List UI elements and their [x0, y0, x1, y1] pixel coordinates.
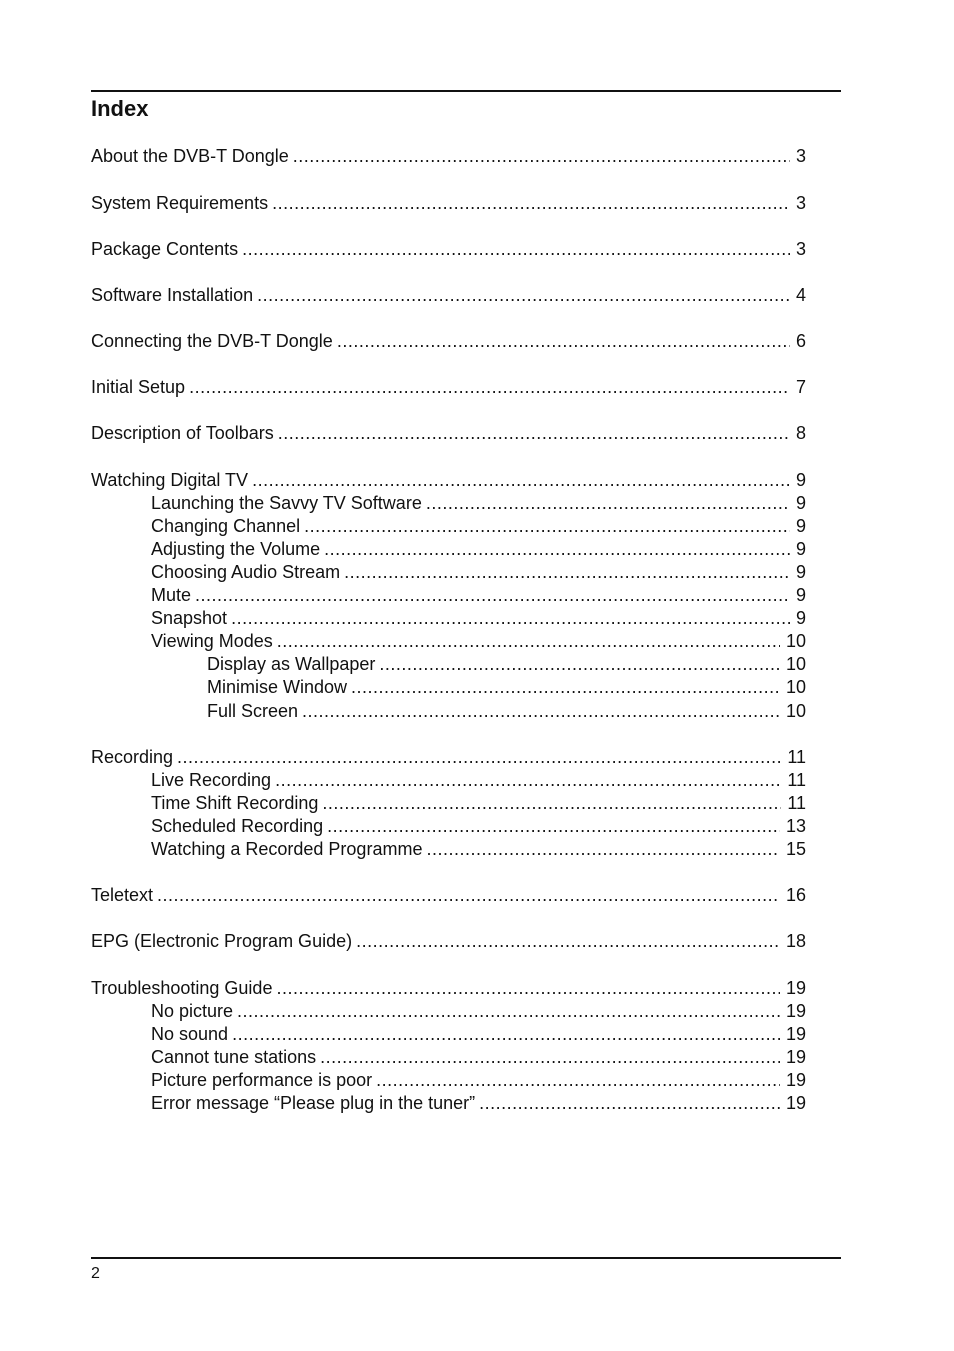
- toc-entry-page: 13: [785, 816, 806, 836]
- toc-entry-label: Watching Digital TV: [91, 470, 249, 490]
- toc-entry-label: Changing Channel: [151, 516, 301, 536]
- toc-entry-label: Recording: [91, 747, 174, 767]
- toc-entry-label: Launching the Savvy TV Software: [151, 493, 422, 513]
- toc-dot-leader: [277, 630, 780, 652]
- toc-dot-leader: [337, 330, 790, 352]
- bottom-rule: [91, 1257, 841, 1259]
- toc-entry-page: 4: [795, 285, 806, 305]
- toc-dot-leader: [344, 561, 790, 583]
- toc-entry-label: Display as Wallpaper: [207, 654, 376, 674]
- toc-entry-page: 9: [795, 516, 806, 536]
- toc-entry: [207, 676, 806, 698]
- toc-entry: [91, 330, 806, 352]
- page-title: Index: [91, 96, 149, 121]
- toc-entry-page: 19: [785, 1024, 806, 1044]
- toc-entry-page: 11: [787, 793, 806, 813]
- toc-dot-leader: [232, 1023, 780, 1045]
- toc-entry: [151, 1069, 806, 1091]
- toc-dot-leader: [275, 769, 781, 791]
- toc-entry-page: 9: [795, 493, 806, 513]
- toc-entry-page: 9: [795, 608, 806, 628]
- toc-entry-page: 9: [795, 562, 806, 582]
- toc-entry: [151, 1092, 806, 1114]
- toc-dot-leader: [278, 422, 790, 444]
- toc-dot-leader: [293, 145, 790, 167]
- toc-dot-leader: [252, 469, 790, 491]
- toc-entry: [91, 884, 806, 906]
- toc-entry-label: Picture performance is poor: [151, 1070, 373, 1090]
- toc-entry-label: Connecting the DVB-T Dongle: [91, 331, 333, 351]
- toc-dot-leader: [426, 492, 790, 514]
- toc-entry: [151, 1000, 806, 1022]
- toc-entry-page: 8: [795, 423, 806, 443]
- toc-entry-page: 16: [785, 885, 806, 905]
- toc-dot-leader: [242, 238, 790, 260]
- toc-entry-label: Choosing Audio Stream: [151, 562, 341, 582]
- toc-entry-page: 10: [785, 631, 806, 651]
- toc-dot-leader: [426, 838, 780, 860]
- toc-dot-leader: [231, 607, 790, 629]
- toc-dot-leader: [304, 515, 790, 537]
- toc-entry-page: 9: [795, 585, 806, 605]
- toc-entry-page: 9: [795, 539, 806, 559]
- toc-entry: [91, 746, 806, 768]
- toc-entry: [91, 192, 806, 214]
- toc-entry-label: System Requirements: [91, 193, 269, 213]
- toc-dot-leader: [302, 700, 780, 722]
- toc-entry: [151, 792, 806, 814]
- toc-entry-label: Error message “Please plug in the tuner”: [151, 1093, 476, 1113]
- toc-entry-page: 19: [785, 1047, 806, 1067]
- toc-dot-leader: [351, 676, 780, 698]
- toc-entry: [91, 469, 806, 491]
- toc-entry: [151, 838, 806, 860]
- toc-entry-label: No sound: [151, 1024, 229, 1044]
- toc-entry-page: 19: [785, 1001, 806, 1021]
- toc-entry-label: About the DVB-T Dongle: [91, 146, 289, 166]
- toc-dot-leader: [237, 1000, 780, 1022]
- toc-entry-page: 19: [785, 978, 806, 998]
- toc-entry: [91, 422, 806, 444]
- toc-dot-leader: [276, 977, 780, 999]
- toc-entry-label: Minimise Window: [207, 677, 348, 697]
- toc-dot-leader: [272, 192, 790, 214]
- toc-dot-leader: [157, 884, 780, 906]
- toc-entry-page: 7: [795, 377, 806, 397]
- toc-entry-label: Snapshot: [151, 608, 228, 628]
- toc-dot-leader: [177, 746, 781, 768]
- toc-entry: [151, 584, 806, 606]
- toc-entry-label: Time Shift Recording: [151, 793, 319, 813]
- toc-entry: [151, 492, 806, 514]
- toc-entry-label: Full Screen: [207, 701, 299, 721]
- toc-entry-label: Viewing Modes: [151, 631, 273, 651]
- toc-entry-page: 19: [785, 1070, 806, 1090]
- toc-entry-label: Teletext: [91, 885, 154, 905]
- toc-entry: [151, 769, 806, 791]
- toc-entry: [151, 1023, 806, 1045]
- toc-entry-label: Troubleshooting Guide: [91, 978, 273, 998]
- toc-entry-label: Package Contents: [91, 239, 239, 259]
- toc-entry: [91, 145, 806, 167]
- toc-entry: [151, 1046, 806, 1068]
- toc-entry-label: Live Recording: [151, 770, 272, 790]
- toc-entry: [91, 376, 806, 398]
- toc-entry: [91, 930, 806, 952]
- toc-dot-leader: [376, 1069, 780, 1091]
- toc-entry: [207, 653, 806, 675]
- toc-dot-leader: [257, 284, 790, 306]
- toc-entry-label: Initial Setup: [91, 377, 186, 397]
- toc-entry-label: Adjusting the Volume: [151, 539, 321, 559]
- toc-entry-page: 18: [785, 931, 806, 951]
- toc-dot-leader: [327, 815, 780, 837]
- toc-entry-label: No picture: [151, 1001, 234, 1021]
- toc-entry-label: EPG (Electronic Program Guide): [91, 931, 353, 951]
- toc-entry-label: Software Installation: [91, 285, 254, 305]
- toc-entry-page: 10: [785, 677, 806, 697]
- toc-entry-page: 3: [795, 239, 806, 259]
- toc-entry-page: 15: [785, 839, 806, 859]
- toc-entry: [151, 515, 806, 537]
- toc-dot-leader: [320, 1046, 780, 1068]
- toc-entry-label: Mute: [151, 585, 192, 605]
- toc-entry: [91, 977, 806, 999]
- toc-entry-page: 11: [787, 747, 806, 767]
- toc-entry-label: Cannot tune stations: [151, 1047, 317, 1067]
- toc-entry: [151, 630, 806, 652]
- toc-entry-page: 19: [785, 1093, 806, 1113]
- toc-entry-page: 3: [795, 193, 806, 213]
- toc-entry: [151, 538, 806, 560]
- toc-entry-page: 10: [785, 701, 806, 721]
- page-number: 2: [91, 1265, 100, 1282]
- toc-entry: [151, 607, 806, 629]
- toc-dot-leader: [189, 376, 790, 398]
- toc-entry-label: Scheduled Recording: [151, 816, 324, 836]
- toc-entry: [151, 815, 806, 837]
- toc-entry-page: 11: [787, 770, 806, 790]
- toc-entry-label: Watching a Recorded Programme: [151, 839, 423, 859]
- toc-entry-page: 9: [795, 470, 806, 490]
- toc-dot-leader: [322, 792, 781, 814]
- toc-entry-page: 10: [785, 654, 806, 674]
- toc-dot-leader: [324, 538, 790, 560]
- toc-dot-leader: [356, 930, 780, 952]
- toc-entry-page: 6: [795, 331, 806, 351]
- toc-entry: [207, 700, 806, 722]
- toc-entry: [91, 238, 806, 260]
- toc-entry-label: Description of Toolbars: [91, 423, 274, 443]
- toc-dot-leader: [479, 1092, 780, 1114]
- toc-entry: [151, 561, 806, 583]
- toc-entry: [91, 284, 806, 306]
- toc-dot-leader: [379, 653, 780, 675]
- toc-entry-page: 3: [795, 146, 806, 166]
- toc-dot-leader: [195, 584, 790, 606]
